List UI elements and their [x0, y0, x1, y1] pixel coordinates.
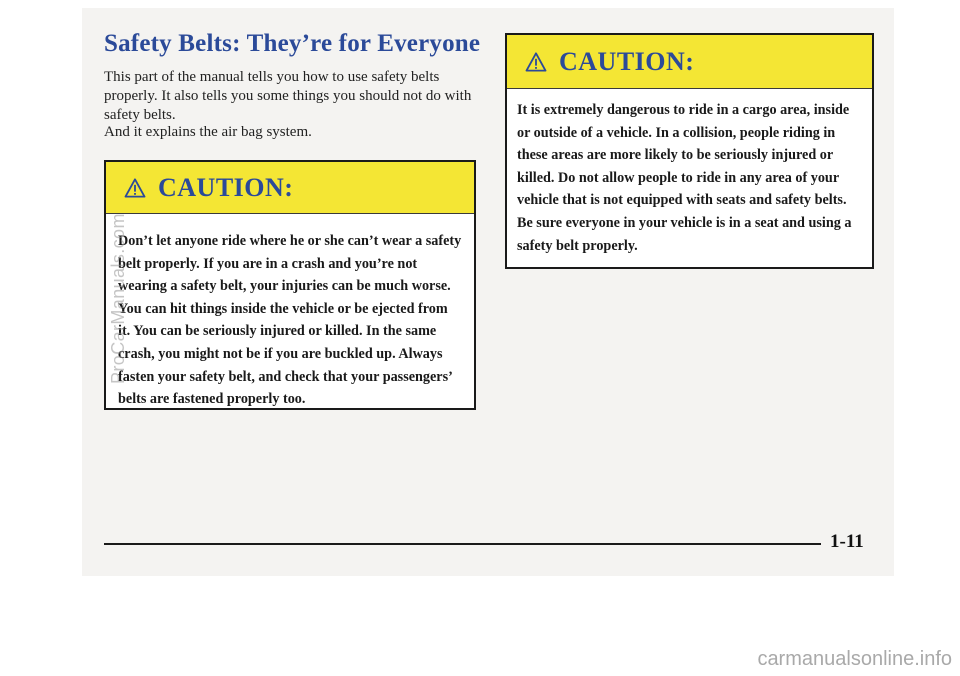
caution-header — [507, 35, 872, 89]
page-number: 1-11 — [830, 531, 864, 552]
bottom-watermark: carmanualsonline.info — [757, 648, 952, 670]
airbag-paragraph: And it explains the air bag system. — [104, 124, 312, 140]
caution-label: CAUTION: — [158, 172, 294, 202]
warning-triangle-icon — [124, 178, 146, 198]
intro-paragraph: This part of the manual tells you how to use safety belts properly. It also tells you some things you should not do with safety belts. — [104, 69, 472, 123]
page-title: Safety Belts: They’re for Everyone — [104, 30, 481, 57]
caution-box-cargo-area — [505, 33, 874, 269]
caution-text: Don’t let anyone ride where he or she can’t wear a safety belt properly. If you are in a crash and you’re not wearing a safety belt, your injuries can be much worse. You can hit things inside the vehicle or be ejected from it. You can be seriously injured or killed. In the same crash, you might not be if you are buckled up. Always fasten your safety belt, and check that your passengers’ belts are fastened properly too. — [118, 233, 462, 408]
footer-rule — [104, 543, 821, 545]
caution-text: It is extremely dangerous to ride in a cargo area, inside or outside of a vehicle. In a collision, people riding in these areas are more likely to be seriously injured or killed. Do not allow people to ride in any area of your vehicle that is not equipped with seats and safety belts. Be sure everyone in your vehicle is in a seat and using a safety belt properly. — [517, 102, 852, 254]
caution-box-passengers — [104, 160, 476, 410]
side-watermark: ProCarManuals.com — [108, 213, 128, 384]
caution-header — [106, 162, 474, 214]
warning-triangle-icon — [525, 52, 547, 72]
caution-label: CAUTION: — [559, 46, 695, 76]
